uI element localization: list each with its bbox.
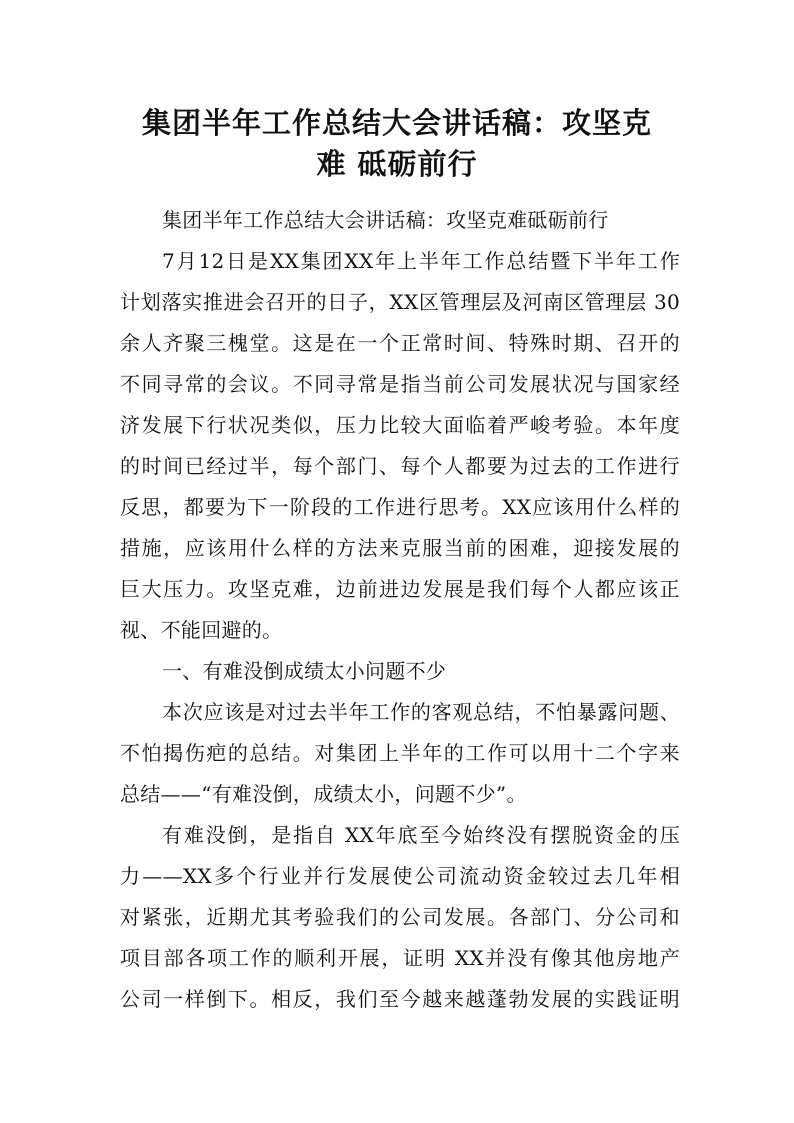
- section-heading-1: [120, 651, 680, 692]
- paragraph-1: [120, 241, 680, 651]
- section-heading-line: 一、有难没倒成绩太小问题不少: [162, 659, 447, 683]
- paragraph-1-line: 计划落实推进会召开的日子，XX区管理层及河南区管理层 30: [120, 290, 680, 314]
- paragraph-1-line: 措施，应该用什么样的方法来克服当前的困难，迎接发展的: [120, 536, 680, 560]
- paragraph-1-line: 7月12日是XX集团XX年上半年工作总结暨下半年工作: [162, 249, 680, 273]
- paragraph-1-line: 济发展下行状况类似，压力比较大面临着严峻考验。本年度: [120, 413, 680, 437]
- document-title-line-2: 难 砥砺前行: [316, 147, 478, 181]
- paragraph-3-line: 有难没倒，是指自 XX年底至今始终没有摆脱资金的压: [162, 823, 680, 847]
- document-title-line-1: 集团半年工作总结大会讲话稿：攻坚克: [141, 106, 652, 140]
- paragraph-3-line: 力——XX多个行业并行发展使公司流动资金较过去几年相: [120, 864, 680, 888]
- paragraph-3-line: 项目部各项工作的顺利开展，证明 XX并没有像其他房地产: [120, 946, 680, 970]
- paragraph-1-line: 视、不能回避的。: [120, 618, 283, 642]
- paragraph-1-line: 不同寻常的会议。不同寻常是指当前公司发展状况与国家经: [120, 372, 680, 396]
- paragraph-1-line: 的时间已经过半，每个部门、每个人都要为过去的工作进行: [120, 454, 680, 478]
- paragraph-1-line: 余人齐聚三槐堂。这是在一个正常时间、特殊时期、召开的: [120, 331, 680, 355]
- paragraph-1-line: 巨大压力。攻坚克难，边前进边发展是我们每个人都应该正: [120, 577, 680, 601]
- paragraph-2: [120, 692, 680, 815]
- paragraph-3-line: 对紧张，近期尤其考验我们的公司发展。各部门、分公司和: [120, 905, 680, 929]
- paragraph-2-line: 总结——“有难没倒，成绩太小，问题不少”。: [120, 782, 527, 806]
- paragraph-1-line: 反思，都要为下一阶段的工作进行思考。XX应该用什么样的: [120, 495, 680, 519]
- paragraph-2-line: 不怕揭伤疤的总结。对集团上半年的工作可以用十二个字来: [120, 741, 680, 765]
- paragraph-2-line: 本次应该是对过去半年工作的客观总结，不怕暴露问题、: [162, 700, 680, 724]
- paragraph-3: [120, 815, 680, 1020]
- paragraph-3-line: 公司一样倒下。相反，我们至今越来越蓬勃发展的实践证明: [120, 987, 680, 1011]
- subtitle-line: 集团半年工作总结大会讲话稿：攻坚克难砥砺前行: [162, 208, 609, 232]
- subtitle-paragraph: [120, 200, 680, 241]
